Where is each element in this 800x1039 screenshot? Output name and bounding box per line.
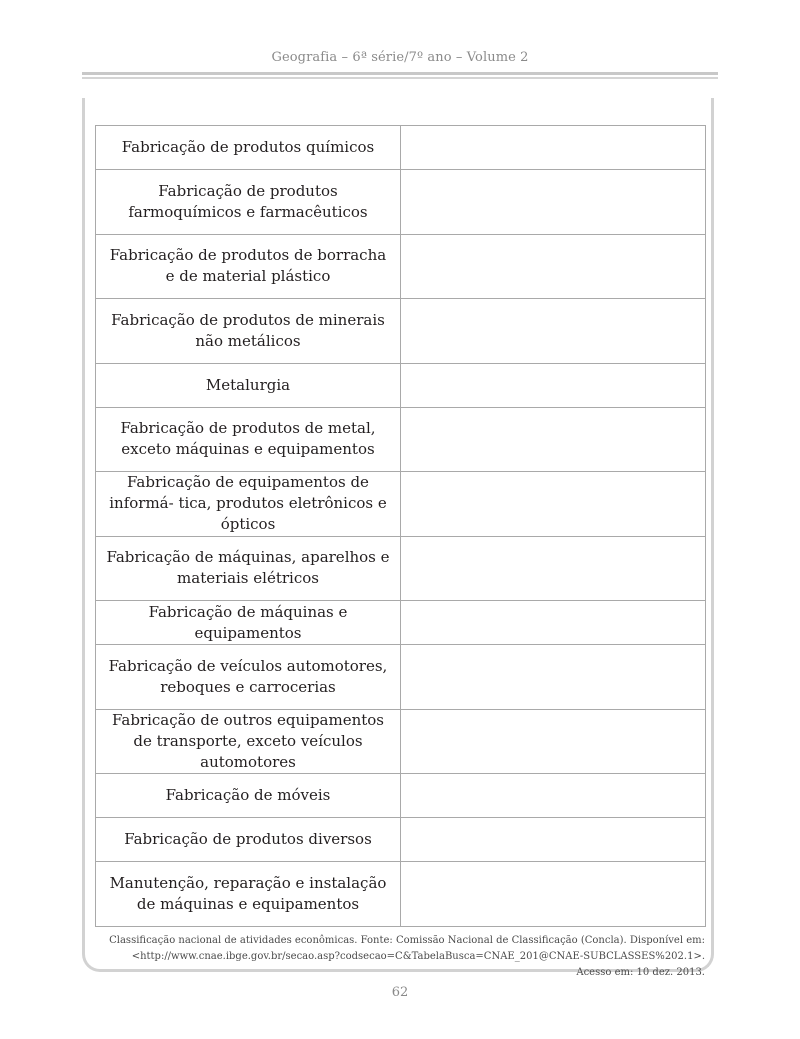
activity-label: Manutenção, reparação e instalação de máquinas e equipamentos [96, 862, 401, 927]
answer-cell [401, 363, 706, 407]
answer-cell [401, 234, 706, 299]
table-row [96, 862, 706, 927]
answer-cell [401, 818, 706, 862]
source-note [95, 933, 705, 981]
table-row [96, 126, 706, 170]
table-row [96, 363, 706, 407]
table-row [96, 774, 706, 818]
answer-cell [401, 472, 706, 537]
table-row [96, 645, 706, 710]
answer-cell [401, 536, 706, 601]
running-header: Geografia – 6ª série/7º ano – Volume 2 [271, 50, 529, 65]
activity-label: Fabricação de produtos químicos [96, 126, 401, 170]
activity-label: Fabricação de veículos automotores, reboques e carrocerias [96, 645, 401, 710]
answer-cell [401, 170, 706, 235]
table-row [96, 234, 706, 299]
page-number: 62 [391, 985, 409, 1000]
answer-cell [401, 299, 706, 364]
activity-label: Fabricação de produtos de minerais não metálicos [96, 299, 401, 364]
table-row [96, 472, 706, 537]
table-row [96, 407, 706, 472]
activity-label: Fabricação de produtos farmoquímicos e farmacêuticos [96, 170, 401, 235]
answer-cell [401, 862, 706, 927]
activity-label: Fabricação de produtos de metal, exceto máquinas e equipamentos [96, 407, 401, 472]
table-row [96, 536, 706, 601]
activity-label: Fabricação de produtos diversos [96, 818, 401, 862]
activity-label: Fabricação de máquinas, aparelhos e materiais elétricos [96, 536, 401, 601]
table-row [96, 170, 706, 235]
activity-label: Fabricação de equipamentos de informá- tica, produtos eletrônicos e ópticos [96, 472, 401, 537]
header-rule-secondary [82, 77, 718, 79]
source-note-line-2: <http://www.cnae.ibge.gov.br/secao.asp?codsecao=C&TabelaBusca=CNAE_201@CNAE-SUBCLASSES%202.1>. Acesso em: 10 dez. 2013. [131, 951, 705, 978]
answer-cell [401, 774, 706, 818]
answer-cell [401, 126, 706, 170]
answer-cell [401, 601, 706, 645]
table-row [96, 601, 706, 645]
header-rule [82, 72, 718, 75]
answer-cell [401, 709, 706, 774]
source-note-line-1: Classificação nacional de atividades econômicas. Fonte: Comissão Nacional de Classificação (Concla). Disponível em: [109, 935, 705, 946]
table-row [96, 709, 706, 774]
activities-table [95, 125, 706, 927]
activity-label: Metalurgia [96, 363, 401, 407]
activity-label: Fabricação de móveis [96, 774, 401, 818]
activity-label: Fabricação de outros equipamentos de transporte, exceto veículos automotores [96, 709, 401, 774]
answer-cell [401, 407, 706, 472]
answer-cell [401, 645, 706, 710]
activity-label: Fabricação de máquinas e equipamentos [96, 601, 401, 645]
activity-label: Fabricação de produtos de borracha e de material plástico [96, 234, 401, 299]
table-row [96, 299, 706, 364]
table-row [96, 818, 706, 862]
